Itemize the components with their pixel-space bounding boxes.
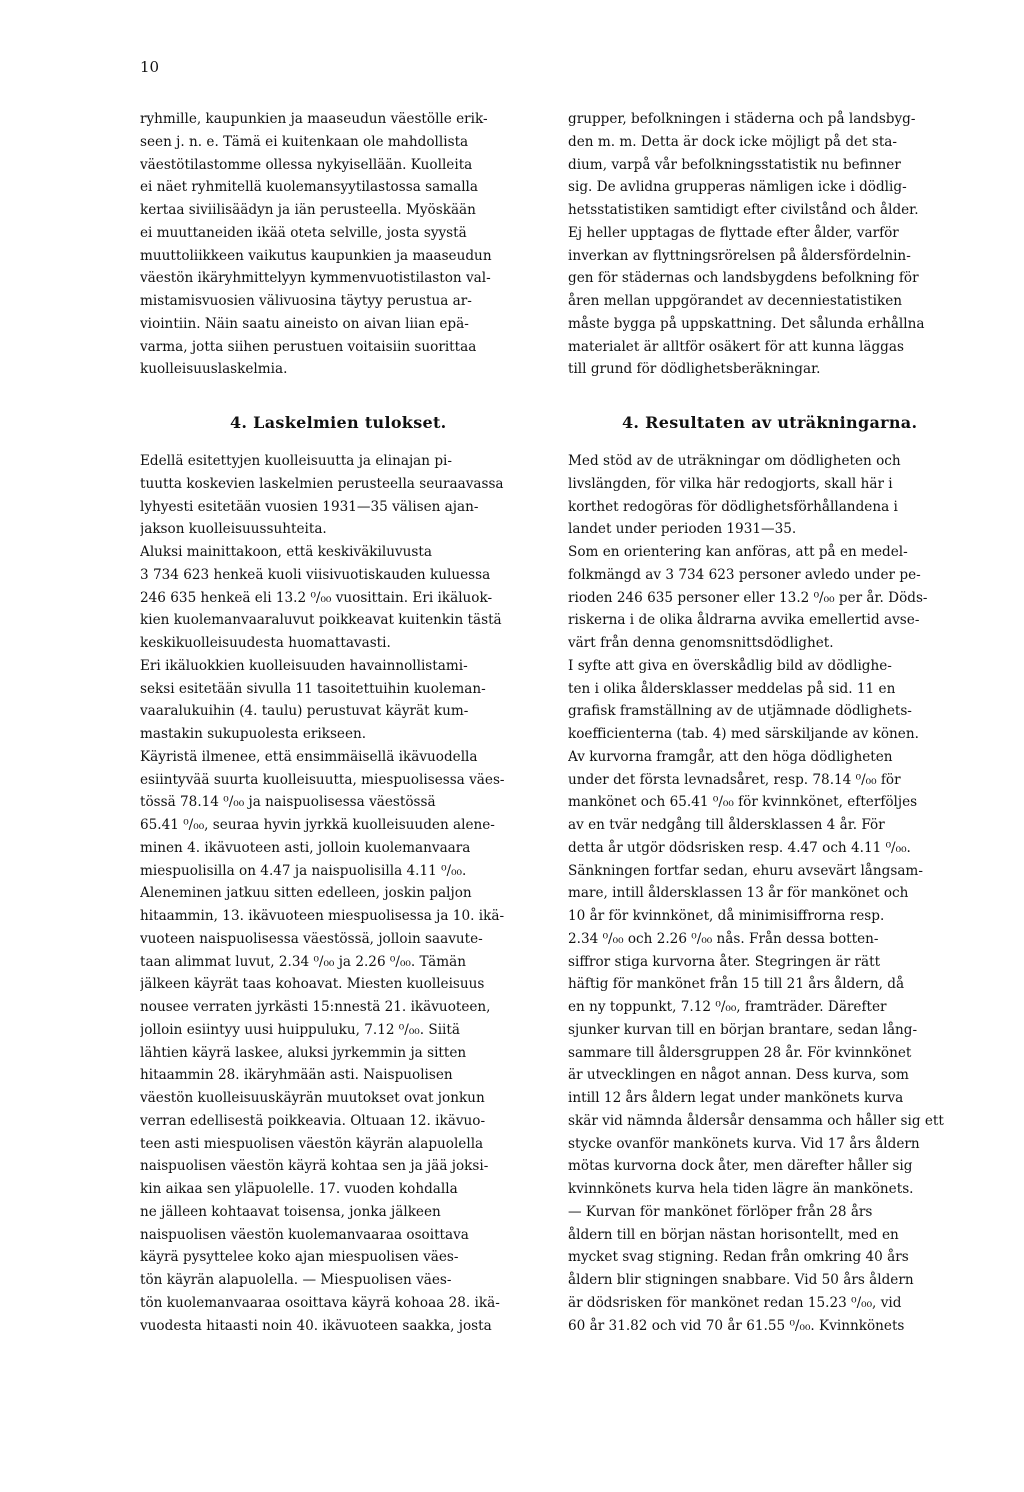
text-line: 10 år för kvinnkönet, då minimisiffrorna resp. (568, 908, 885, 924)
text-line: taan alimmat luvut, 2.34 ⁰/₀₀ ja 2.26 ⁰/₀₀. Tämän (140, 953, 467, 970)
text-line: åldern blir stigningen snabbare. Vid 50 års åldern (568, 1272, 914, 1288)
text-line: viointiin. Näin saatu aineisto on aivan liian epä- (140, 315, 469, 332)
text-line: grafisk framställning av de utjämnade dödlighets- (568, 703, 912, 720)
section-heading-finnish: 4. Laskelmien tulokset. (230, 413, 447, 432)
text-line: detta år utgör dödsrisken resp. 4.47 och 4.11 ⁰/₀₀. (568, 839, 911, 856)
text-line: Aluksi mainittakoon, että keskiväkiluvusta (140, 544, 432, 560)
text-line: av en tvär nedgång till åldersklassen 4 år. För (568, 817, 885, 833)
text-line: kin aikaa sen yläpuolelle. 17. vuoden kohdalla (140, 1181, 458, 1197)
text-line: ei muuttaneiden ikää oteta selville, josta syystä (140, 224, 467, 241)
text-line: är dödsrisken för mankönet redan 15.23 ⁰/₀₀, vid (568, 1294, 902, 1311)
text-line: sig. De avlidna grupperas nämligen icke i dödlig- (568, 179, 907, 196)
text-line: till grund för dödlighetsberäkningar. (568, 361, 821, 378)
text-line: materialet är alltför osäkert för att kunna läggas (568, 338, 904, 355)
text-line: seksi esitetään sivulla 11 tasoitettuihin kuoleman- (140, 680, 486, 697)
text-line: en ny toppunkt, 7.12 ⁰/₀₀, framträder. Därefter (568, 999, 887, 1015)
text-line: Med stöd av de uträkningar om dödligheten och (568, 453, 901, 469)
text-line: jakson kuolleisuussuhteita. (140, 521, 327, 538)
text-line: käyrä pysyttelee koko ajan miespuolisen väes- (140, 1249, 459, 1266)
text-line: väestön ikäryhmittelyyn kymmenvuotistilaston val- (140, 270, 491, 287)
text-line: sammare till åldersgruppen 28 år. För kvinnkönet (568, 1044, 912, 1061)
text-line: kertaa siviilisäädyn ja iän perusteella. Myöskään (140, 202, 476, 218)
text-line: korthet redogöras för dödlighetsförhållandena i (568, 498, 898, 515)
text-line: sjunker kurvan till en början brantare, sedan lång- (568, 1021, 918, 1038)
text-line: ne jälleen kohtaavat toisensa, jonka jälkeen (140, 1203, 441, 1220)
text-line: Av kurvorna framgår, att den höga dödligheten (568, 748, 893, 765)
text-line: åldern till en början nästan horisontellt, med en (568, 1226, 899, 1243)
text-line: hetsstatistiken samtidigt efter civilstånd och ålder. (568, 202, 919, 218)
text-line: riskerna i de olika åldrarna avvika emellertid avse- (568, 612, 920, 629)
text-line: lähtien käyrä laskee, aluksi jyrkemmin ja sitten (140, 1044, 467, 1061)
text-line: miespuolisilla on 4.47 ja naispuolisilla 4.11 ⁰/₀₀. (140, 862, 467, 879)
text-line: naispuolisen väestön käyrä kohtaa sen ja jää joksi- (140, 1158, 489, 1175)
text-line: jolloin esiintyy uusi huippuluku, 7.12 ⁰/₀₀. Siitä (140, 1021, 460, 1038)
text-line: rioden 246 635 personer eller 13.2 ⁰/₀₀ per år. Döds- (568, 589, 928, 606)
text-line: kuolleisuuslaskelmia. (140, 361, 288, 378)
text-line: gen för städernas och landsbygdens befolkning för (568, 270, 919, 287)
text-line: Aleneminen jatkuu sitten edelleen, joskin paljon (140, 885, 472, 902)
text-line: värt från denna genomsnittsdödlighet. (568, 635, 834, 651)
text-line: stycke ovanför mankönets kurva. Vid 17 års åldern (568, 1135, 920, 1152)
text-line: seen j. n. e. Tämä ei kuitenkaan ole mahdollista (140, 133, 469, 150)
text-line: vuoteen naispuolisessa väestössä, jolloin saavute- (140, 930, 483, 947)
text-line: mötas kurvorna dock åter, men därefter håller sig (568, 1158, 913, 1175)
body-right-column (568, 450, 986, 1337)
text-line: koefficienterna (tab. 4) med särskiljande av könen. (568, 726, 919, 742)
text-line: tön käyrän alapuolella. — Miespuolisen väes- (140, 1272, 452, 1288)
text-line: hitaammin, 13. ikävuoteen miespuolisessa ja 10. ikä- (140, 908, 505, 924)
text-line: naispuolisen väestön kuolemanvaaraa osoittava (140, 1226, 469, 1243)
text-line: I syfte att giva en överskådlig bild av dödlighe- (568, 657, 892, 674)
text-line: tön kuolemanvaaraa osoittava käyrä kohoaa 28. ikä- (140, 1294, 500, 1311)
text-line: muuttoliikkeen vaikutus kaupunkien ja maaseudun (140, 247, 492, 264)
text-line: nousee verraten jyrkästi 15:nnestä 21. ikävuoteen, (140, 999, 491, 1015)
text-line: tössä 78.14 ⁰/₀₀ ja naispuolisessa väestössä (140, 794, 436, 811)
text-line: kien kuolemanvaaraluvut poikkeavat kuitenkin tästä (140, 612, 502, 629)
text-line: inverkan av flyttningsrörelsen på åldersfördelnin- (568, 247, 911, 264)
text-line: dium, varpå vår befolkningsstatistik nu befinner (568, 156, 901, 173)
text-line: 3 734 623 henkeä kuoli viisivuotiskauden kuluessa (140, 566, 491, 583)
text-line: esiintyvää suurta kuolleisuutta, miespuolisessa väes- (140, 771, 505, 788)
text-line: Sänkningen fortfar sedan, ehuru avsevärt långsam- (568, 862, 923, 879)
text-line: ei näet ryhmitellä kuolemansyytilastossa samalla (140, 179, 478, 196)
text-line: mistamisvuosien välivuosina täytyy perustua ar- (140, 293, 472, 309)
text-line: väestötilastomme ollessa nykyisellään. Kuolleita (140, 156, 473, 173)
text-line: verran edellisestä poikkeavia. Oltuaan 12. ikävuo- (140, 1112, 486, 1129)
text-line: vuodesta hitaasti noin 40. ikävuoteen saakka, josta (140, 1317, 492, 1334)
text-line: mycket svag stigning. Redan från omkring 40 års (568, 1249, 909, 1266)
text-line: ryhmille, kaupunkien ja maaseudun väestölle erik- (140, 111, 488, 127)
section-heading-swedish: 4. Resultaten av uträkningarna. (622, 413, 918, 432)
text-line: 60 år 31.82 och vid 70 år 61.55 ⁰/₀₀. Kvinnkönets (568, 1317, 905, 1334)
text-line: mankönet och 65.41 ⁰/₀₀ för kvinnkönet, efterföljes (568, 794, 918, 811)
text-line: varma, jotta siihen perustuen voitaisiin suorittaa (140, 338, 477, 355)
text-line: kvinnkönets kurva hela tiden lägre än mankönets. (568, 1181, 914, 1197)
text-line: teen asti miespuolisen väestön käyrän alapuolella (140, 1135, 484, 1152)
text-line: måste bygga på uppskattning. Det sålunda erhållna (568, 315, 925, 332)
text-line: grupper, befolkningen i städerna och på landsbyg- (568, 111, 916, 127)
text-line: folkmängd av 3 734 623 personer avledo under pe- (568, 566, 921, 583)
text-line: vaaralukuihin (4. taulu) perustuvat käyrät kum- (140, 703, 469, 720)
text-line: — Kurvan för mankönet förlöper från 28 års (568, 1203, 873, 1220)
text-line: keskikuolleisuudesta huomattavasti. (140, 635, 391, 651)
body-left-column (140, 450, 545, 1337)
text-line: jälkeen käyrät taas kohoavat. Miesten kuolleisuus (140, 976, 485, 993)
text-line: hitaammin 28. ikäryhmään asti. Naispuolisen (140, 1067, 453, 1084)
text-line: Edellä esitettyjen kuolleisuutta ja elinajan pi- (140, 453, 452, 469)
text-line: landet under perioden 1931—35. (568, 521, 797, 538)
text-line: Som en orientering kan anföras, att på en medel- (568, 544, 908, 560)
text-line: åren mellan uppgörandet av decenniestatistiken (568, 293, 903, 309)
text-line: minen 4. ikävuoteen asti, jolloin kuolemanvaara (140, 839, 471, 856)
text-line: mastakin sukupuolesta erikseen. (140, 726, 367, 742)
text-line: 246 635 henkeä eli 13.2 ⁰/₀₀ vuosittain. Eri ikäluok- (140, 589, 493, 606)
text-line: häftig för mankönet från 15 till 21 års åldern, då (568, 976, 905, 993)
text-line: Eri ikäluokkien kuolleisuuden havainnollistami- (140, 657, 468, 674)
text-line: skär vid nämnda åldersår densamma och håller sig ett (568, 1112, 944, 1129)
text-line: 2.34 ⁰/₀₀ och 2.26 ⁰/₀₀ nås. Från dessa botten- (568, 930, 879, 947)
text-line: lyhyesti esitetään vuosien 1931—35 välisen ajan- (140, 498, 479, 515)
top-left-paragraph (140, 108, 545, 381)
text-line: mare, intill åldersklassen 13 år för mankönet och (568, 885, 909, 902)
text-line: är utvecklingen en något annan. Dess kurva, som (568, 1067, 909, 1084)
text-line: den m. m. Detta är dock icke möjligt på det sta- (568, 133, 897, 150)
text-line: livslängden, för vilka här redogjorts, skall här i (568, 475, 893, 492)
text-line: väestön kuolleisuuskäyrän muutokset ovat jonkun (140, 1090, 485, 1106)
text-line: Ej heller upptagas de flyttade efter ålder, varför (568, 224, 899, 241)
text-line: 65.41 ⁰/₀₀, seuraa hyvin jyrkkä kuolleisuuden alene- (140, 817, 495, 833)
text-line: siffror stiga kurvorna åter. Stegringen är rätt (568, 953, 881, 970)
text-line: tuutta koskevien laskelmien perusteella seuraavassa (140, 475, 504, 492)
page-number: 10 (140, 58, 160, 76)
text-line: ten i olika åldersklasser meddelas på sid. 11 en (568, 680, 896, 697)
text-line: intill 12 års åldern legat under mankönets kurva (568, 1090, 904, 1106)
text-line: under det första levnadsåret, resp. 78.14 ⁰/₀₀ för (568, 771, 901, 788)
top-right-paragraph (568, 108, 986, 381)
text-line: Käyristä ilmenee, että ensimmäisellä ikävuodella (140, 748, 478, 765)
